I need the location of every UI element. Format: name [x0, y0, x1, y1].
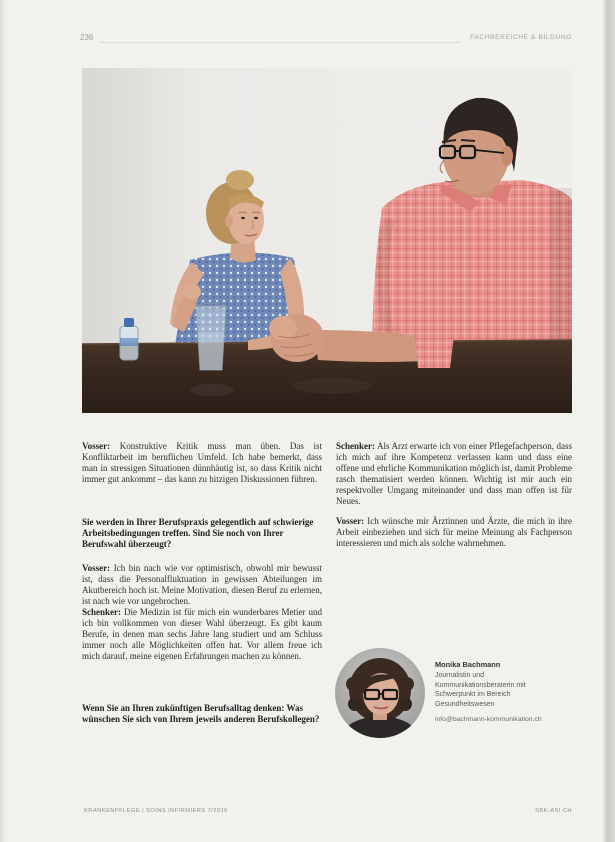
footer-publication: KRANKENPFLEGE | SOINS INFIRMIERS 7/2015 — [84, 808, 228, 814]
speaker-name: Vosser: — [336, 516, 365, 526]
answer-text: Ich bin nach wie vor optimistisch, obwohl mir bewusst ist, dass die Personalfluktuation in gewissen Abteilungen im Akutbereich hoch ist. Meine Motivation, diesen Beruf zu erlernen, ist nach wie vor ungebrochen. — [82, 563, 323, 606]
interview-question: Sie werden in Ihrer Berufspraxis gelegentlich auf schwierige Arbeitsbedingungen treffen. Sind Sie noch von Ihrer Berufswahl überzeugt? — [82, 517, 314, 549]
answer-text: Die Medizin ist für mich ein wunderbares Metier und ich bin vollkommen von dieser Wahl überzeugt. Es gibt kaum Berufe, in denen man sechs Jahre lang studiert und am Schluss immer noch alle Möglichkeiten offen hat. Vor allem freue ich mich darauf, meine eigenen Erfahrungen machen zu können. — [82, 607, 322, 661]
answer-paragraph — [336, 441, 572, 507]
answer-paragraph — [336, 516, 572, 549]
author-name: Monika Bachmann — [435, 660, 501, 669]
header-rule — [100, 42, 460, 43]
author-email: info@bachmann-kommunikation.ch — [435, 716, 542, 723]
page-number: 236 — [80, 33, 94, 42]
section-title: FACHBEREICHE & BILDUNG — [470, 34, 572, 41]
scan-edge-right — [603, 0, 615, 842]
answer-paragraph — [82, 563, 322, 607]
water-glass — [196, 304, 226, 371]
footer-website: SBK-ASI.CH — [535, 808, 572, 814]
speaker-name: Schenker: — [82, 607, 121, 617]
answer-text: Als Arzt erwarte ich von einer Pflegefachperson, dass ich mich auf ihre Kompetenz verlassen kann und dass eine offene und ehrliche Kommunikation möglich ist, damit Probleme rasch thematisiert werden können. Wichtig ist mir auch ein respektvoller Umgang miteinander und dass man offen ist für Neues. — [336, 441, 572, 506]
interview-photo — [82, 68, 572, 413]
article-photo — [82, 68, 572, 413]
answer-text: Konstruktive Kritik muss man üben. Das ist Konfliktarbeit im beruflichen Umfeld. Ich habe bemerkt, dass man in stressigen Situationen dünnhäutig ist, so dass Kritik nicht immer gut ankommt – das kann zu hitzigen Diskussionen führen. — [82, 441, 322, 484]
answer-paragraph — [82, 441, 322, 485]
answer-text: Ich wünsche mir Ärztinnen und Ärzte, die mich in ihre Arbeit einbeziehen und sich für meine Meinung als Fachperson interessieren und mich als solche wahrnehmen. — [336, 516, 573, 548]
answer-paragraph — [82, 607, 322, 662]
speaker-name: Vosser: — [82, 563, 111, 573]
woman-hair-bun — [226, 170, 254, 190]
scan-edge-left — [0, 0, 6, 842]
speaker-name: Schenker: — [336, 441, 375, 451]
author-bio: Journalistin und Kommunikationsberaterin mit Schwerpunkt im Bereich Gesundheitswesen — [435, 672, 526, 708]
speaker-name: Vosser: — [82, 441, 111, 451]
author-portrait — [335, 648, 425, 738]
interview-question: Wenn Sie an Ihren zukünftigen Berufsalltag denken: Was wünschen Sie sich von Ihrem jeweils anderen Berufskollegen? — [82, 703, 320, 724]
woman-hand — [183, 284, 201, 300]
